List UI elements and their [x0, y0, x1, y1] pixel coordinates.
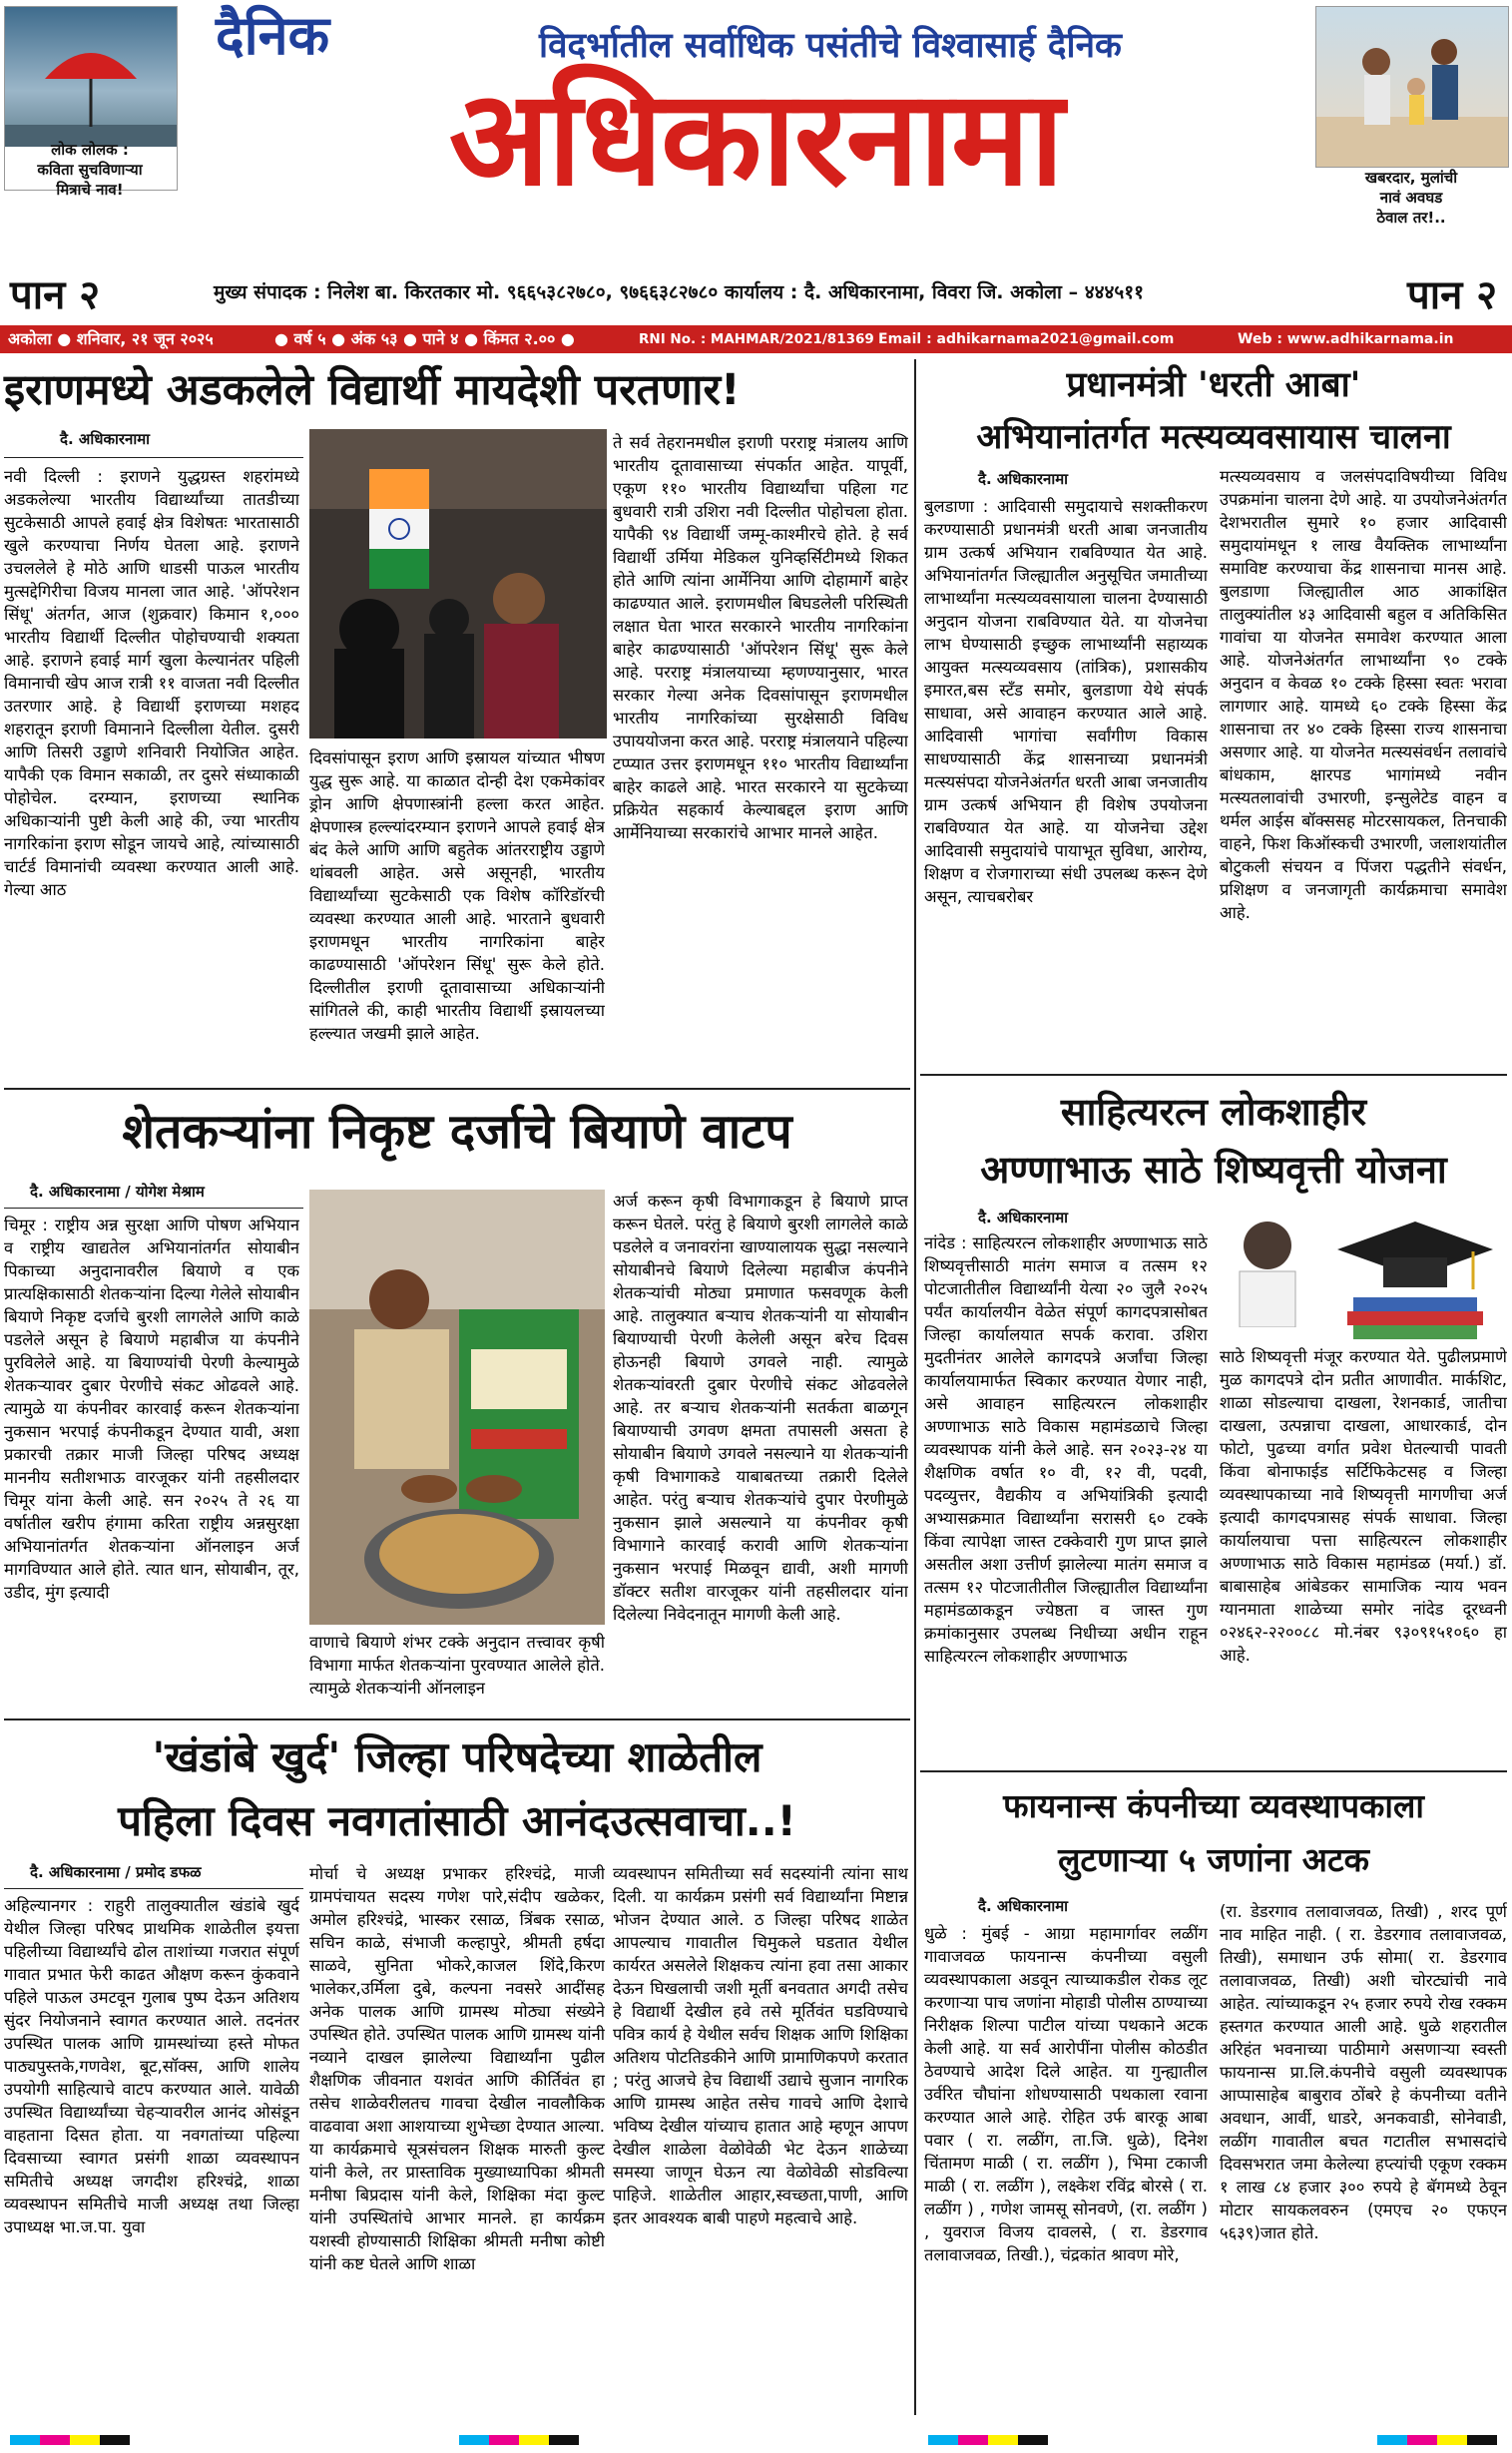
school-col-3: व्यवस्थापन समितीच्या सर्व सदस्यांनी त्यांना साथ दिली. या कार्यक्रम प्रसंगी सर्व विद्यार्थ्यांना मिष्टान्न भोजन देण्यात आले. ठ जिल्हा परिषद शाळेत आपल्याच गावातील चिमुकले घडतात येथील कार्यरत असलेले शिक्षकच त्यांना हवा तसा आकार देऊन घिखलाची जशी मूर्ती बनवतात अगदी तसेच हे विद्यार्थी देखील हवे तसे मूर्तिवंत घडविण्याचे पवित्र कार्य हे येथील सर्वच शिक्षक आणि शिक्षिका अतिशय पोटतिडकीने आणि प्रामाणिकपणे करतात ; परंतु आजचे हेच विद्यार्थी उद्याचे सुजान नागरिक आणि ग्रामस्थ आहेत तसेच गावचे आणि देशाचे भविष्य देखील यांच्याच हातात आहे म्हणून आपण देखील शाळेला वेळोवेळी भेट देऊन शाळेच्या समस्या जाणून घेऊन त्या वेळोवेळी सोडविल्या पाहिजे. शाळेतील आहार,स्वच्छता,पाणी, आणि इतर आवश्यक बाबी पाहणे महत्वाचे आहे.: [613, 1864, 908, 2227]
headline-school-1: 'खंडांबे खुर्द' जिल्हा परिषदेच्या शाळेतील: [152, 1732, 762, 1781]
editor-line: मुख्य संपादक : निलेश बा. किरतकार मो. ९६६५३८२७८०, ९७६६३८२७८० कार्यालय : दै. अधिकारनामा, विवरा जि. अकोला – ४४४५११: [214, 281, 1144, 303]
contact-email: Email : adhikarnama2021@gmail.com: [878, 331, 1175, 347]
seeds-col-2: वाणाचे बियाणे शंभर टक्के अनुदान तत्त्वावर कृषी विभागा मार्फत शेतकऱ्यांना पुरवण्यात आलेले होते. त्यामुळे शेतकऱ्यांनी ऑनलाइन: [309, 1633, 605, 1698]
headline-seeds: शेतकऱ्यांना निकृष्ट दर्जाचे बियाणे वाटप: [122, 1104, 792, 1160]
byline-school: दै. अधिकारनामा / प्रमोद डफळ: [30, 1863, 202, 1881]
seeds-col-1: चिमूर : राष्ट्रीय अन्न सुरक्षा आणि पोषण अभियान व राष्ट्रीय खाद्यतेल अभियानांतर्गत सोयाबीन पिकाच्या अनुदानावरील बियाणे व एक प्रात्यक्षिकासाठी शेतकऱ्यांना दिल्या गेलेले सोयाबीन बियाणे निकृष्ट दर्जाचे बुरशी लागलेले आणि काळे पडलेले असून हे बियाणे महाबीज या कंपनीने पुरविलेले आहे. या बियाण्यांची पेरणी केल्यामुळे शेतकऱ्यावर दुबार पेरणीचे संकट ओढवले आहे. त्यामुळे या कंपनीवर कारवाई करून शेतकऱ्यांना नुकसान भरपाई कंपनीकडून देण्यात यावी, अशा प्रकारची तक्रार माजी जिल्हा परिषद अध्यक्ष माननीय सतीशभाऊ वारजूकर यांनी तहसीलदार चिमूर यांना केली आहे. सन २०२५ ते २६ या वर्षातील खरीप हंगामा करिता राष्ट्रीय अन्नसुरक्षा अभियानांतर्गत शेतकऱ्यांना ऑनलाइन अर्ज मागविण्यात आले होते. त्यात धान, सोयाबीन, तूर, उडीद, मुंग इत्यादी: [4, 1216, 299, 1602]
issue-date: अकोला ● शनिवार, २१ जून २०२५: [8, 329, 214, 348]
school-col-2: मोर्चा चे अध्यक्ष प्रभाकर हरिश्चंद्रे, माजी ग्रामपंचायत सदस्य गणेश पारे,संदीप खळेकर, अमोल हरिश्चंद्रे, भास्कर रसाळ, त्रिंबक रसाळ, सचिन काळे, संभाजी कल्हापुरे, श्रीमती हर्षदा साळवे, सुनिता भोकरे,काजल शिंदे,किरण भालेकर,उर्मिला दुबे, कल्पना नवसरे आदींसह अनेक पालक आणि ग्रामस्थ मोठ्या संख्येने उपस्थित होते. उपस्थित पालक आणि ग्रामस्थ यांनी नव्याने दाखल झालेल्या विद्यार्थ्यांना पुढील शैक्षणिक जीवनात यशवंत आणि कीर्तिवंत हा तसेच शाळेवरीलतच गावचा देखील नावलौकिक वाढवावा अशा आशयाच्या शुभेच्छा देण्यात आल्या. या कार्यक्रमाचे सूत्रसंचलन शिक्षक मारुती कुल्ट यांनी केले, तर प्रास्ताविक मुख्याध्यापिका श्रीमती मनीषा बिप्रदास यांनी केले, शिक्षिका मंदा कुल्ट यांनी उपस्थितांचे आभार मानले. हा कार्यक्रम यशस्वी होण्यासाठी शिक्षिका श्रीमती मनीषा कोष्टी यांनी कष्ट घेतले आणि शाळा: [309, 1864, 605, 2273]
right-caption: खबरदार, मुलांची नावं अवघड ठेवाल तर!..: [1364, 169, 1458, 227]
byline-iran: दै. अधिकारनामा: [60, 430, 151, 448]
iran-col-1: नवी दिल्ली : इराणने युद्धग्रस्त शहरांमध्ये अडकलेल्या भारतीय विद्यार्थ्यांच्या तातडीच्या सुटकेसाठी आपले हवाई क्षेत्र विशेषतः भारतासाठी खुले करण्याचा निर्णय घेतला आहे. इराणने उचललेले हे मोठे आणि धाडसी पाऊल भारतीय मुत्सद्देगिरीचा विजय मानला जात आहे. 'ऑपरेशन सिंधू' अंतर्गत, आज (शुक्रवार) किमान १,००० भारतीय विद्यार्थी दिल्लीत पोहोचण्याची शक्यता आहे. इराणने हवाई मार्ग खुला केल्यानंतर पहिली विमानाची खेप आज रात्री ११ वाजता नवी दिल्लीत उतरणार आहे. हे विद्यार्थी इराणच्या मशहद शहरातून इराणी विमानाने दिल्लीला येतील. दुसरी आणि तिसरी उड्डाणे शनिवारी नियोजित आहेत. यापैकी एक विमान सकाळी, तर दुसरे संध्याकाळी पोहोचेल. दरम्यान, इराणच्या स्थानिक अधिकाऱ्यांनी पुष्टी केली आहे की, ज्या भारतीय नागरिकांना इराण सोडून जायचे आहे, त्यांच्यासाठी चार्टर्ड विमानांची व्यवस्था करण्यात आली आहे. गेल्या आठ: [4, 467, 299, 899]
page-number-left: पान २: [10, 272, 101, 318]
byline-finance: दै. अधिकारनामा: [978, 1897, 1069, 1915]
scholarship-col-2: साठे शिष्यवृत्ती मंजूर करण्यात येते. पुढीलप्रमाणे मुळ कागदपत्रे दोन प्रतीत आणावीत. मार्कशिट, शाळा सोडल्याचा दाखला, रेशनकार्ड, जातीचा दाखला, उत्पन्नाचा दाखला, आधारकार्ड, दोन फोटो, पुढच्या वर्गात प्रवेश घेतल्याची पावती किंवा बोनाफाईड सर्टिफिकेटसह व जिल्हा व्यवस्थापकाच्या नावे शिष्यवृत्ती मागणीचा अर्ज इत्यादी कागदपत्रासह संपर्क साधावा. जिल्हा कार्यालयाचा पत्ता साहित्यरत्न लोकशाहीर अण्णाभाऊ साठे विकास महामंडळ (मर्या.) डॉ. बाबासाहेब आंबेडकर सामाजिक न्याय भवन ग्यानमाता शाळेच्या समोर नांदेड दूरध्वनी ०२४६२-२२००८८ मो.नंबर ९३०९१५१०६० हा आहे.: [1220, 1347, 1507, 1665]
headline-iran: इराणमध्ये अडकलेले विद्यार्थी मायदेशी परतणार!: [4, 365, 741, 415]
graduation-cap-illustration: [1323, 1202, 1507, 1339]
family-photo: [1315, 6, 1509, 168]
headline-scholarship-2: अण्णाभाऊ साठे शिष्यवृत्ती योजना: [980, 1148, 1447, 1192]
headline-finance-1: फायनान्स कंपनीच्या व्यवस्थापकाला: [1003, 1786, 1424, 1825]
headline-finance-2: लुटणाऱ्या ५ जणांना अटक: [1058, 1840, 1369, 1879]
tagline: विदर्भातील सर्वाधिक पसंतीचे विश्वासार्ह दैनिक: [539, 26, 1122, 66]
column-divider: [914, 359, 916, 2415]
farmer-seeds-photo: [309, 1190, 605, 1625]
portrait-photo: [1220, 1208, 1315, 1327]
iran-col-3: ते सर्व तेहरानमधील इराणी परराष्ट्र मंत्रालय आणि भारतीय दूतावासाच्या संपर्कात आहेत. यापूर्वी, एकूण ११० भारतीय विद्यार्थ्यांचा पहिला गट बुधवारी रात्री उशिरा नवी दिल्लीत पोहोचला होता. यापैकी ९४ विद्यार्थी जम्मू-काश्मीरचे होते. हे सर्व विद्यार्थी उर्मिया मेडिकल युनिव्हर्सिटीमध्ये शिकत होते आणि त्यांना आर्मेनिया आणि दोहामार्गे बाहेर काढण्यात आले. इराणमधील बिघडलेली परिस्थिती लक्षात घेता भारत सरकारने भारतीय नागरिकांना बाहेर काढण्यासाठी 'ऑपरेशन सिंधू' सुरू केले आहे. परराष्ट्र मंत्रालयाच्या म्हणण्यानुसार, भारत सरकार गेल्या अनेक दिवसांपासून इराणमधील भारतीय नागरिकांच्या सुरक्षेसाठी विविध उपाययोजना करत आहे. परराष्ट्र मंत्रालयाने पहिल्या टप्प्यात उत्तर इराणमधून ११० भारतीय विद्यार्थ्यांना बाहेर काढले आहे. भारत सरकारने या सुटकेच्या प्रक्रियेत सहकार्य केल्याबद्दल इराण आणि आर्मेनियाच्या सरकारांचे आभार मानले आहेत.: [613, 433, 908, 842]
headline-fisheries-2: अभियानांतर्गत मत्स्यव्यवसायास चालना: [976, 417, 1451, 457]
fisheries-col-2: मत्स्यव्यवसाय व जलसंपदाविषयीच्या विविध उपक्रमांना चालना देणे आहे. या उपयोजनेअंतर्गत देशभरातील सुमारे १० हजार आदिवासी समुदायांमधून १ लाख वैयक्तिक लाभार्थ्यांना समाविष्ट करण्याचा केंद्र शासनाचा मानस आहे. बुलडाणा जिल्ह्यातील आठ आकांक्षित तालुक्यांतील ४३ आदिवासी बहुल व अतिकिसित गावांचा या योजनेत समावेश करण्यात आला आहे. योजनेअंतर्गत लाभार्थ्यांना ९० टक्के अनुदान व केवळ १० टक्के हिस्सा स्वतः भरावा लागणार आहे. यामध्ये ६० टक्के हिस्सा केंद्र शासनाचा तर ४० टक्के हिस्सा राज्य शासनाचा असणार आहे. या योजनेत मत्स्यसंवर्धन तलावांचे बांधकाम, क्षारपड भागांमध्ये नवीन मत्स्यतलावांची उभारणी, इन्सुलेटेड वाहन व थर्मल आईस बॉक्ससह मोटरसायकल, तिनचाकी वाहने, फिश किऑस्कची उभारणी, जलाशयांतील बोटुकली संचयन व पिंजरा पद्धतीने संवर्धन, प्रशिक्षण व जनजागृती कार्यक्रमाचा समावेश आहे.: [1220, 467, 1507, 922]
daily-label: दैनिक: [216, 4, 330, 67]
fisheries-col-1: बुलडाणा : आदिवासी समुदायाचे सशक्तीकरण करण्यासाठी प्रधानमंत्री धरती आबा जनजातीय ग्राम उत्कर्ष अभियान राबविण्यात येत आहे. अभियानांतर्गत जिल्ह्यातील अनुसूचित जमातीच्या लाभार्थ्यांना मत्स्यव्यवसायाला चालना देण्यासाठी अनुदान योजना राबविण्यात येते. या योजनेचा लाभ घेण्यासाठी इच्छुक लाभार्थ्यांनी सहाय्यक आयुक्त मत्स्यव्यवसाय (तांत्रिक), प्रशासकीय इमारत,बस स्टँड समोर, बुलडाणा येथे संपर्क साधावा, असे आवाहन करण्यात आले आहे. आदिवासी भागांचा सर्वांगीण विकास साधण्यासाठी केंद्र शासनाच्या प्रधानमंत्री मत्स्यसंपदा योजनेअंतर्गत धरती आबा जनजातीय ग्राम उत्कर्ष अभियान ही विशेष उपयोजना राबविण्यात येत आहे. या योजनेचा उद्देश आदिवासी समुदायांचे पायाभूत सुविधा, आरोग्य, शिक्षण व रोजगाराच्या संधी उपलब्ध करून देणे असून, त्याचबरोबर: [924, 497, 1208, 906]
finance-col-1: धुळे : मुंबई - आग्रा महामार्गावर लळींग गावाजवळ फायनान्स कंपनीच्या वसुली व्यवस्थापकाला अडवून त्याच्याकडील रोकड लूट करणाऱ्या पाच जणांना मोहाडी पोलीस ठाण्याच्या निरीक्षक शिल्पा पाटील यांच्या पथकाने अटक केली आहे. या सर्व आरोपींना पोलीस कोठडीत ठेवण्याचे आदेश दिले आहेत. या गुन्ह्यातील उर्वरित चौघांना शोधण्यासाठी पथकाला रवाना करण्यात आले आहे. रोहित उर्फ बारकू आबा पवार ( रा. लळींग, ता.जि. धुळे), दिनेश चिंतामण माळी ( रा. लळींग ), भिमा टकाजी माळी ( रा. लळींग ), लक्ष्केश रविंद्र बोरसे ( रा. लळींग ) , गणेश जामसू सोनवणे, (रा. लळींग ) , युवराज विजय दावलसे, ( रा. डेडरगाव तलावाजवळ, तिखी.), चंद्रकांत श्रावण मोरे,: [924, 1924, 1208, 2264]
seeds-col-3: अर्ज करून कृषी विभागाकडून हे बियाणे प्राप्त करून घेतले. परंतु हे बियाणे बुरशी लागलेले काळे पडलेले व जनावरांना खाण्यालायक सुद्धा नसल्याने सोयाबीनचे बियाणे दिलेल्या महाबीज कंपनीने शेतकऱ्यांची मोठ्या प्रमाणात फसवणूक केली आहे. तालुक्यात बऱ्याच शेतकऱ्यांनी या सोयाबीन बियाण्याची पेरणी केलेली असून बरेच दिवस होऊनही बियाणे उगवले नाही. त्यामुळे शेतकऱ्यांवरती दुबार पेरणीचे संकट ओढवलेले आहे. तर बऱ्याच शेतकऱ्यांनी सतर्कता बाळगून बियाण्याची उगवण क्षमता तपासली असता हे सोयाबीन बियाणे उगवले नसल्याने या शेतकऱ्यांनी कृषी विभागाकडे याबाबतच्या तक्रारी दिलेले आहेत. परंतु बऱ्याच शेतकऱ्यांचे दुपार पेरणीमुळे नुकसान झाले असल्याने या कंपनीवर कृषी विभागाने कारवाई करावी आणि शेतकऱ्यांना नुकसान भरपाई मिळवून द्यावी, अशी मागणी डॉक्टर सतीश वारजूकर यांनी तहसीलदार यांना दिलेल्या निवेदनातून मागणी केली आहे.: [613, 1192, 908, 1624]
headline-scholarship-1: साहित्यरत्न लोकशाहीर: [1060, 1090, 1367, 1134]
website: Web : www.adhikarnama.in: [1238, 331, 1454, 347]
byline-scholarship: दै. अधिकारनामा: [978, 1209, 1069, 1226]
school-col-1: अहिल्यानगर : राहुरी तालुक्यातील खंडांबे खुर्द येथील जिल्हा परिषद प्राथमिक शाळेतील इयत्ता पहिलीच्या विद्यार्थ्यांचे ढोल ताशांच्या गजरात संपूर्ण गावात प्रभात फेरी काढत औक्षण करून कुंकवाने पहिले पाऊल उमटवून गुलाब पुष्प देऊन अतिशय सुंदर नियोजनाने स्वागत करण्यात आले. तदनंतर उपस्थित पालक आणि ग्रामस्थांच्या हस्ते मोफत पाठ्यपुस्तके,गणवेश, बूट,सॉक्स, आणि शालेय उपयोगी साहित्याचे वाटप करण्यात आले. यावेळी उपस्थित विद्यार्थ्यांच्या चेहऱ्यावरील आनंद ओसंडून वाहताना दिसत होता. या नवगतांच्या पहिल्या दिवसाच्या स्वागत प्रसंगी शाळा व्यवस्थापन समितीचे अध्यक्ष जगदीश हरिश्चंद्रे, शाळा व्यवस्थापन समितीचे माजी अध्यक्ष तथा जिल्हा उपाध्यक्ष भा.ज.पा. युवा: [4, 1896, 299, 2236]
finance-col-2: (रा. डेडरगाव तलावाजवळ, तिखी) , शरद पूर्ण नाव माहित नाही. ( रा. डेडरगाव तलावाजवळ, तिखी), समाधान उर्फ सोमा( रा. डेडरगाव तलावाजवळ, तिखी) अशी चोरट्यांची नावे आहेत. त्यांच्याकडून २५ हजार रुपये रोख रक्कम हस्तगत करण्यात आली आहे. धुळे शहरातील अरिहंत भवनाच्या पाठीमागे असणाऱ्या स्वस्ती फायनान्स प्रा.लि.कंपनीचे वसुली व्यवस्थापक आप्पासाहेब बाबुराव ठोंबरे हे कंपनीच्या वतीने अवधान, आर्वी, धाडरे, अनकवाडी, सोनेवाडी, लळींग गावातील बचत गटातील सभासदांचे दिवसभरात जमा केलेल्या हप्त्यांची एकूण रक्कम १ लाख ८४ हजार ३०० रुपये हे बॅगमध्ये ठेवून मोटार सायकलवरुन (एमएच २० एफएन ५६३९)जात होते.: [1220, 1902, 1507, 2242]
byline-seeds: दै. अधिकारनामा / योगेश मेश्राम: [30, 1183, 205, 1201]
byline-fisheries: दै. अधिकारनामा: [978, 470, 1069, 488]
issue-details: ● वर्ष ५ ● अंक ५३ ● पाने ४ ● किंमत २.०० ●: [274, 329, 575, 348]
scholarship-col-1: नांदेड : साहित्यरत्न लोकशाहीर अण्णाभाऊ साठे शिष्यवृत्तीसाठी मातंग समाज व तत्सम १२ पोटजातीतील विद्यार्थ्यांनी येत्या २० जुलै २०२५ पर्यंत कार्यालयीन वेळेत संपूर्ण कागदपत्रासोबत जिल्हा कार्यालयात सपर्क करावा. उशिरा मुदतीनंतर आलेले कागदपत्रे अर्जांचा जिल्हा कार्यालयामार्फत स्विकार करण्यात येणार नाही, असे आवाहन साहित्यरत्न लोकशाहीर अण्णाभाऊ साठे विकास महामंडळाचे जिल्हा व्यवस्थापक यांनी केले आहे. सन २०२३-२४ या शैक्षणिक वर्षात १० वी, १२ वी, पदवी, पदव्युत्तर, वैद्यकीय व अभियांत्रिकी इत्यादी अभ्यासक्रमात विद्यार्थ्यांना सरासरी ६० टक्के किंवा त्यापेक्षा जास्त टक्केवारी गुण प्राप्त झाले असतील अशा उत्तीर्ण झालेल्या मातंग समाज व तत्सम १२ पोटजातीतील जिल्ह्यातील विद्यार्थ्यांना महामंडळाकडून ज्येष्ठता व जास्त गुण क्रमांकानुसार उपलब्ध निधीच्या अधीन राहून साहित्यरत्न लोकशाहीर अण्णाभाऊ: [924, 1233, 1208, 1666]
iran-photo: [309, 429, 607, 738]
rni-number: RNI No. : MAHMAR/2021/81369: [639, 331, 874, 347]
iran-col-2: दिवसांपासून इराण आणि इस्रायल यांच्यात भीषण युद्ध सुरू आहे. या काळात दोन्ही देश एकमेकांवर ड्रोन आणि क्षेपणास्त्रांनी हल्ला करत आहेत. क्षेपणास्त्र हल्ल्यांदरम्यान इराणने आपले हवाई क्षेत्र बंद केले आणि आणि बहुतेक आंतरराष्ट्रीय उड्डाणे थांबवली आहेत. असे असूनही, भारतीय विद्यार्थ्यांच्या सुटकेसाठी एक विशेष कॉरिडॉरची व्यवस्था करण्यात आली आहे. भारताने बुधवारी इराणमधून भारतीय नागरिकांना बाहेर काढण्यासाठी 'ऑपरेशन सिंधू' सुरू केले होते. दिल्लीतील इराणी दूतावासाच्या अधिकाऱ्यांनी सांगितले की, काही भारतीय विद्यार्थी इस्रायलच्या हल्ल्यात जखमी झाले आहेत.: [309, 748, 605, 1043]
headline-fisheries-1: प्रधानमंत्री 'धरती आबा': [1066, 365, 1361, 405]
headline-school-2: पहिला दिवस नवगतांसाठी आनंदउत्सवाचा..!: [118, 1796, 796, 1845]
info-bar: [0, 325, 1512, 353]
page-number-right: पान २: [1407, 272, 1498, 318]
newspaper-name: अधिकारनामा: [448, 62, 1063, 216]
left-caption: लोक लोलक : कविता सुचविणाऱ्या मित्राचे नाव!: [37, 141, 143, 199]
